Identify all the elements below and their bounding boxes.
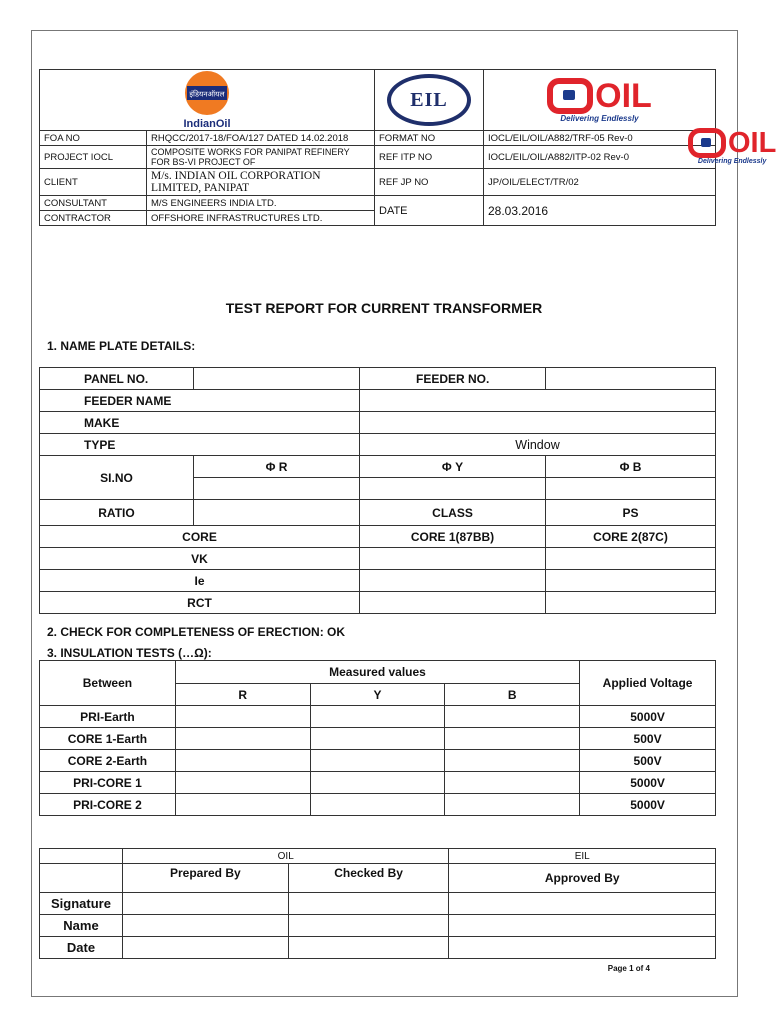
format-no-value: IOCL/EIL/OIL/A882/TRF-05 Rev-0 (484, 131, 716, 146)
ref-jp-value: JP/OIL/ELECT/TR/02 (484, 169, 716, 196)
eil-logo-text: EIL (410, 88, 448, 111)
checked-signature[interactable] (288, 893, 449, 915)
signoff-corner (40, 849, 123, 864)
prepared-date[interactable] (122, 937, 288, 959)
indianoil-name: IndianOil (183, 118, 231, 130)
row-label: CORE 2-Earth (40, 750, 176, 772)
type-value: Window (360, 434, 716, 456)
y-value[interactable] (310, 728, 445, 750)
ie-core1-value[interactable] (360, 570, 546, 592)
client-value: M/s. INDIAN OIL CORPORATION LIMITED, PANIPAT (147, 169, 375, 196)
sino-y-value[interactable] (360, 478, 546, 500)
ratio-value[interactable] (194, 500, 360, 526)
name-label: Name (40, 915, 123, 937)
ref-jp-label: REF JP NO (375, 169, 484, 196)
sino-label: SI.NO (40, 456, 194, 500)
panel-no-value[interactable] (194, 368, 360, 390)
ie-core2-value[interactable] (546, 570, 716, 592)
applied-voltage-value: 500V (580, 728, 716, 750)
core-1-header: CORE 1(87BB) (360, 526, 546, 548)
phase-r-header: Φ R (194, 456, 360, 478)
make-value[interactable] (360, 412, 716, 434)
phase-y-header: Φ Y (360, 456, 546, 478)
approved-date[interactable] (449, 937, 716, 959)
ref-itp-label: REF ITP NO (375, 146, 484, 169)
rct-core1-value[interactable] (360, 592, 546, 614)
page-title: TEST REPORT FOR CURRENT TRANSFORMER (225, 300, 543, 316)
section-1-heading: 1. NAME PLATE DETAILS: (47, 339, 196, 353)
applied-voltage-value: 5000V (580, 706, 716, 728)
consultant-label: CONSULTANT (40, 196, 147, 211)
table-row (40, 772, 716, 794)
core-label: CORE (40, 526, 360, 548)
row-label: CORE 1-Earth (40, 728, 176, 750)
section-3-heading: 3. INSULATION TESTS (…Ω): (47, 646, 212, 660)
oil-logo (488, 78, 711, 123)
vk-label: VK (40, 548, 360, 570)
project-value: COMPOSITE WORKS FOR PANIPAT REFINERY FOR BS-VI PROJECT OF (147, 146, 375, 169)
r-header: R (175, 684, 310, 706)
oil-overlay-text: OIL (728, 127, 776, 159)
checked-name[interactable] (288, 915, 449, 937)
table-row (40, 706, 716, 728)
client-label: CLIENT (40, 169, 147, 196)
r-value[interactable] (175, 728, 310, 750)
b-value[interactable] (445, 794, 580, 816)
applied-voltage-value: 5000V (580, 794, 716, 816)
prepared-signature[interactable] (122, 893, 288, 915)
row-label: PRI-Earth (40, 706, 176, 728)
feeder-no-value[interactable] (546, 368, 716, 390)
between-header: Between (40, 661, 176, 706)
class-label: CLASS (360, 500, 546, 526)
oil-overlay-tagline: Delivering Endlessly (697, 158, 767, 165)
oil-logo-text: OIL (595, 76, 652, 115)
insulation-table (39, 660, 716, 816)
eil-logo (387, 74, 471, 126)
y-header: Y (310, 684, 445, 706)
ie-label: Ie (40, 570, 360, 592)
foa-no-label: FOA NO (40, 131, 147, 146)
eil-header: EIL (449, 849, 716, 864)
oil-overlay-mark-icon (688, 128, 726, 158)
signature-label: Signature (40, 893, 123, 915)
header-table (39, 69, 716, 226)
foa-no-value: RHQCC/2017-18/FOA/127 DATED 14.02.2018 (147, 131, 375, 146)
make-label: MAKE (40, 412, 360, 434)
approved-by-header: Approved By (449, 864, 716, 893)
checked-by-header: Checked By (288, 864, 449, 893)
feeder-name-value[interactable] (360, 390, 716, 412)
y-value[interactable] (310, 794, 445, 816)
feeder-name-label: FEEDER NAME (40, 390, 360, 412)
applied-voltage-value: 5000V (580, 772, 716, 794)
r-value[interactable] (175, 750, 310, 772)
oil-header: OIL (122, 849, 449, 864)
eil-logo-cell (375, 70, 484, 131)
b-value[interactable] (445, 772, 580, 794)
oil-logo-cell (484, 70, 716, 131)
r-value[interactable] (175, 706, 310, 728)
ratio-label: RATIO (40, 500, 194, 526)
type-label: TYPE (40, 434, 360, 456)
y-value[interactable] (310, 750, 445, 772)
contractor-label: CONTRACTOR (40, 211, 147, 226)
feeder-no-label: FEEDER NO. (360, 368, 546, 390)
contractor-value: OFFSHORE INFRASTRUCTURES LTD. (147, 211, 375, 226)
oil-logo-overlay (688, 128, 776, 165)
b-value[interactable] (445, 728, 580, 750)
b-value[interactable] (445, 706, 580, 728)
measured-values-header: Measured values (175, 661, 579, 684)
oil-logo-mark-icon (547, 78, 593, 114)
nameplate-table (39, 367, 716, 614)
sino-b-value[interactable] (546, 478, 716, 500)
date-row-label: Date (40, 937, 123, 959)
prepared-by-header: Prepared By (122, 864, 288, 893)
sino-r-value[interactable] (194, 478, 360, 500)
rct-label: RCT (40, 592, 360, 614)
class-value: PS (546, 500, 716, 526)
y-value[interactable] (310, 706, 445, 728)
panel-no-label: PANEL NO. (40, 368, 194, 390)
table-row (40, 750, 716, 772)
table-row (40, 794, 716, 816)
consultant-value: M/S ENGINEERS INDIA LTD. (147, 196, 375, 211)
rct-core2-value[interactable] (546, 592, 716, 614)
checked-date[interactable] (288, 937, 449, 959)
date-value: 28.03.2016 (484, 196, 716, 226)
project-label: PROJECT IOCL (40, 146, 147, 169)
applied-voltage-header: Applied Voltage (580, 661, 716, 706)
b-value[interactable] (445, 750, 580, 772)
vk-core1-value[interactable] (360, 548, 546, 570)
table-row (40, 728, 716, 750)
r-value[interactable] (175, 794, 310, 816)
prepared-name[interactable] (122, 915, 288, 937)
indianoil-emblem-icon (184, 70, 230, 116)
format-no-label: FORMAT NO (375, 131, 484, 146)
row-label: PRI-CORE 1 (40, 772, 176, 794)
vk-core2-value[interactable] (546, 548, 716, 570)
row-label: PRI-CORE 2 (40, 794, 176, 816)
phase-b-header: Φ B (546, 456, 716, 478)
y-value[interactable] (310, 772, 445, 794)
r-value[interactable] (175, 772, 310, 794)
applied-voltage-value: 500V (580, 750, 716, 772)
signoff-table (39, 848, 716, 959)
page-number: Page 1 of 4 (607, 964, 650, 973)
ref-itp-value: IOCL/EIL/OIL/A882/ITP-02 Rev-0 (484, 146, 716, 169)
oil-tagline: Delivering Endlessly (560, 113, 639, 123)
b-header: B (445, 684, 580, 706)
iocl-emblem-text: इंडियनऑयल (189, 89, 225, 99)
date-label: DATE (375, 196, 484, 226)
approved-signature[interactable] (449, 893, 716, 915)
iocl-logo-cell (40, 70, 375, 131)
indianoil-logo (44, 70, 370, 130)
signoff-blank (40, 864, 123, 893)
section-2-heading: 2. CHECK FOR COMPLETENESS OF ERECTION: OK (47, 625, 346, 639)
core-2-header: CORE 2(87C) (546, 526, 716, 548)
approved-name[interactable] (449, 915, 716, 937)
